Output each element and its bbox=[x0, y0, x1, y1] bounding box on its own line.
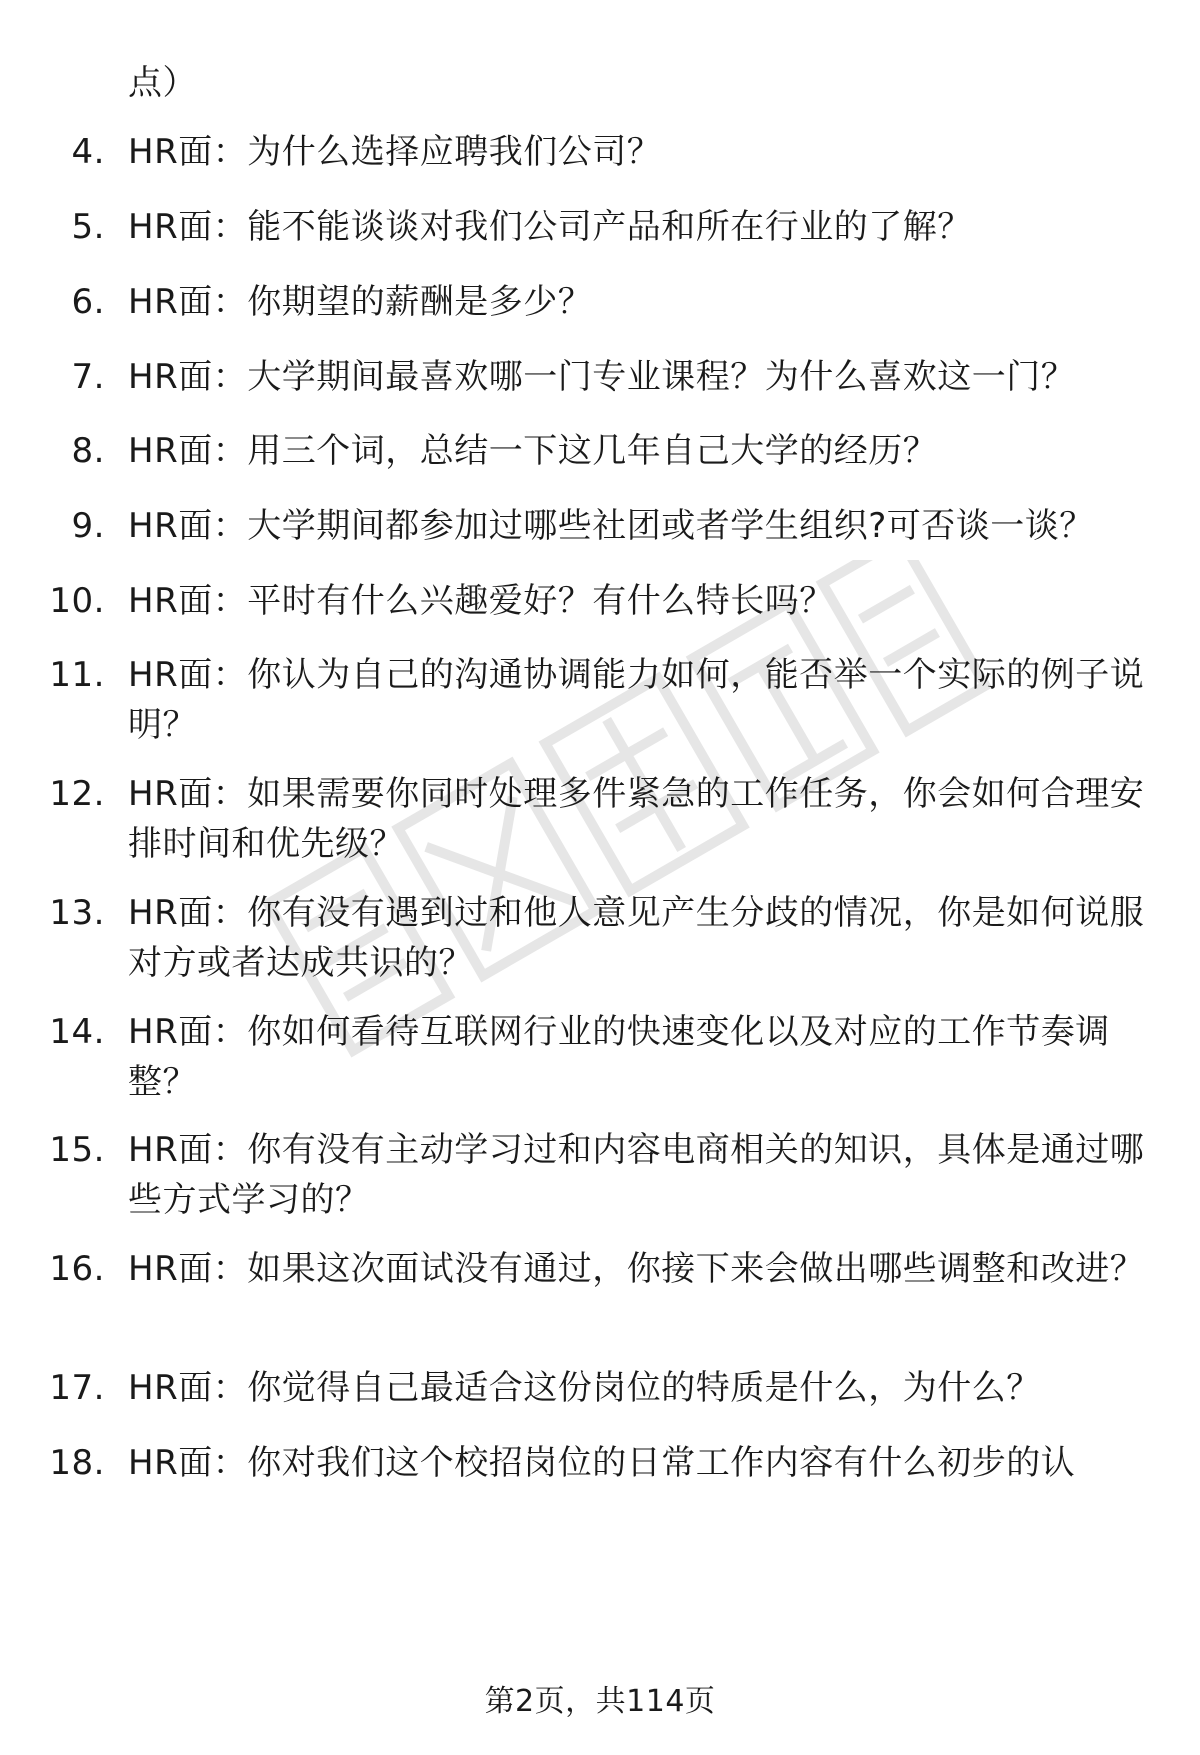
item-text: HR面：为什么选择应聘我们公司？ bbox=[128, 132, 662, 172]
item-number: 7. bbox=[71, 357, 105, 397]
item-text: HR面：你有没有遇到过和他人意见产生分歧的情况，你是如何说服对方或者达成共识的？ bbox=[128, 893, 1145, 983]
item-text: HR面：用三个词，总结一下这几年自己大学的经历？ bbox=[128, 431, 938, 471]
item-text: HR面：大学期间最喜欢哪一门专业课程？为什么喜欢这一门？ bbox=[128, 357, 1076, 397]
item-number: 16. bbox=[49, 1249, 105, 1289]
item-text: HR面：你有没有主动学习过和内容电商相关的知识，具体是通过哪些方式学习的？ bbox=[128, 1130, 1145, 1220]
item-number: 11. bbox=[49, 655, 105, 695]
item-number: 4. bbox=[71, 132, 105, 172]
item-text: HR面：你觉得自己最适合这份岗位的特质是什么，为什么？ bbox=[128, 1368, 1041, 1408]
item-number: 17. bbox=[49, 1368, 105, 1408]
item-number: 5. bbox=[71, 207, 105, 247]
item-text: HR面：你如何看待互联网行业的快速变化以及对应的工作节奏调整？ bbox=[128, 1012, 1110, 1102]
item-text: HR面：平时有什么兴趣爱好？有什么特长吗？ bbox=[128, 581, 834, 621]
item-number: 10. bbox=[49, 581, 105, 621]
item-text: HR面：大学期间都参加过哪些社团或者学生组织?可否谈一谈？ bbox=[128, 506, 1094, 546]
item-number: 18. bbox=[49, 1443, 105, 1483]
item-number: 12. bbox=[49, 774, 105, 814]
item-number: 15. bbox=[49, 1130, 105, 1170]
carryover-text: 点） bbox=[128, 63, 197, 103]
item-number: 8. bbox=[71, 431, 105, 471]
item-number: 13. bbox=[49, 893, 105, 933]
item-text: HR面：能不能谈谈对我们公司产品和所在行业的了解？ bbox=[128, 207, 972, 247]
item-number: 9. bbox=[71, 506, 105, 546]
item-number: 6. bbox=[71, 282, 105, 322]
item-text: HR面：你对我们这个校招岗位的日常工作内容有什么初步的认 bbox=[128, 1443, 1076, 1483]
item-text: HR面：如果需要你同时处理多件紧急的工作任务，你会如何合理安排时间和优先级？ bbox=[128, 774, 1145, 864]
item-number: 14. bbox=[49, 1012, 105, 1052]
page-footer: 第2页，共114页 bbox=[484, 1684, 716, 1719]
item-text: HR面：你期望的薪酬是多少？ bbox=[128, 282, 593, 322]
item-text: HR面：如果这次面试没有通过，你接下来会做出哪些调整和改进？ bbox=[128, 1249, 1145, 1289]
item-text: HR面：你认为自己的沟通协调能力如何，能否举一个实际的例子说明？ bbox=[128, 655, 1145, 745]
